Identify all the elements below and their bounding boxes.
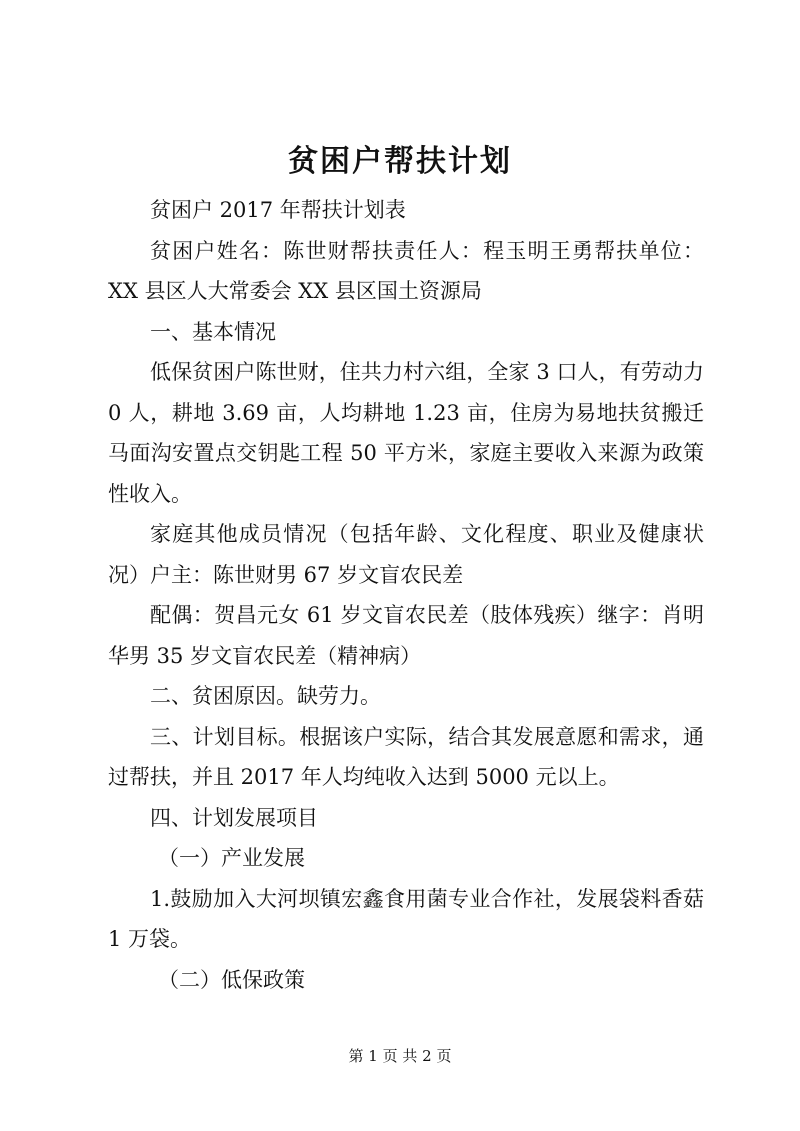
subsection-heading-subsistence-policy: （二）低保政策 [158, 967, 305, 992]
section-heading-development-projects: 四、计划发展项目 [150, 805, 318, 830]
document-title: 贫困户帮扶计划 [288, 144, 512, 179]
subsection-heading-industry: （一）产业发展 [158, 846, 305, 870]
page-number-footer: 第 1 页 共 2 页 [348, 1047, 452, 1065]
section-heading-basic-situation: 一、基本情况 [150, 319, 276, 344]
paragraph-basic-situation: 低保贫困户陈世财，住共力村六组，全家 3 口人，有劳动力 0 人，耕地 3.69 亩，人均耕地 1.23 亩，住房为易地扶贫搬迁马面沟安置点交钥匙工程 50 平方米，家庭主要收入来源为政策性收入。 [108, 360, 704, 506]
paragraph-household-info: 贫困户姓名：陈世财帮扶责任人：程玉明王勇帮扶单位：XX 县区人大常委会 XX 县区国土资源局 [108, 238, 704, 303]
paragraph-family-members: 家庭其他成员情况（包括年龄、文化程度、职业及健康状况）户主：陈世财男 67 岁文盲农民差 [108, 522, 704, 587]
section-heading-poverty-cause: 二、贫困原因。缺劳力。 [150, 684, 381, 708]
paragraph-plan-table-heading: 贫困户 2017 年帮扶计划表 [150, 198, 406, 222]
paragraph-mushroom-cooperative: 1.鼓励加入大河坝镇宏鑫食用菌专业合作社，发展袋料香菇 1 万袋。 [108, 886, 704, 951]
paragraph-spouse-info: 配偶：贺昌元女 61 岁文盲农民差（肢体残疾）继字：肖明华男 35 岁文盲农民差（精神病） [108, 603, 704, 668]
section-heading-plan-goal: 三、计划目标。根据该户实际，结合其发展意愿和需求，通过帮扶，并且 2017 年人均纯收入达到 5000 元以上。 [108, 724, 704, 789]
document-body [108, 190, 704, 1000]
